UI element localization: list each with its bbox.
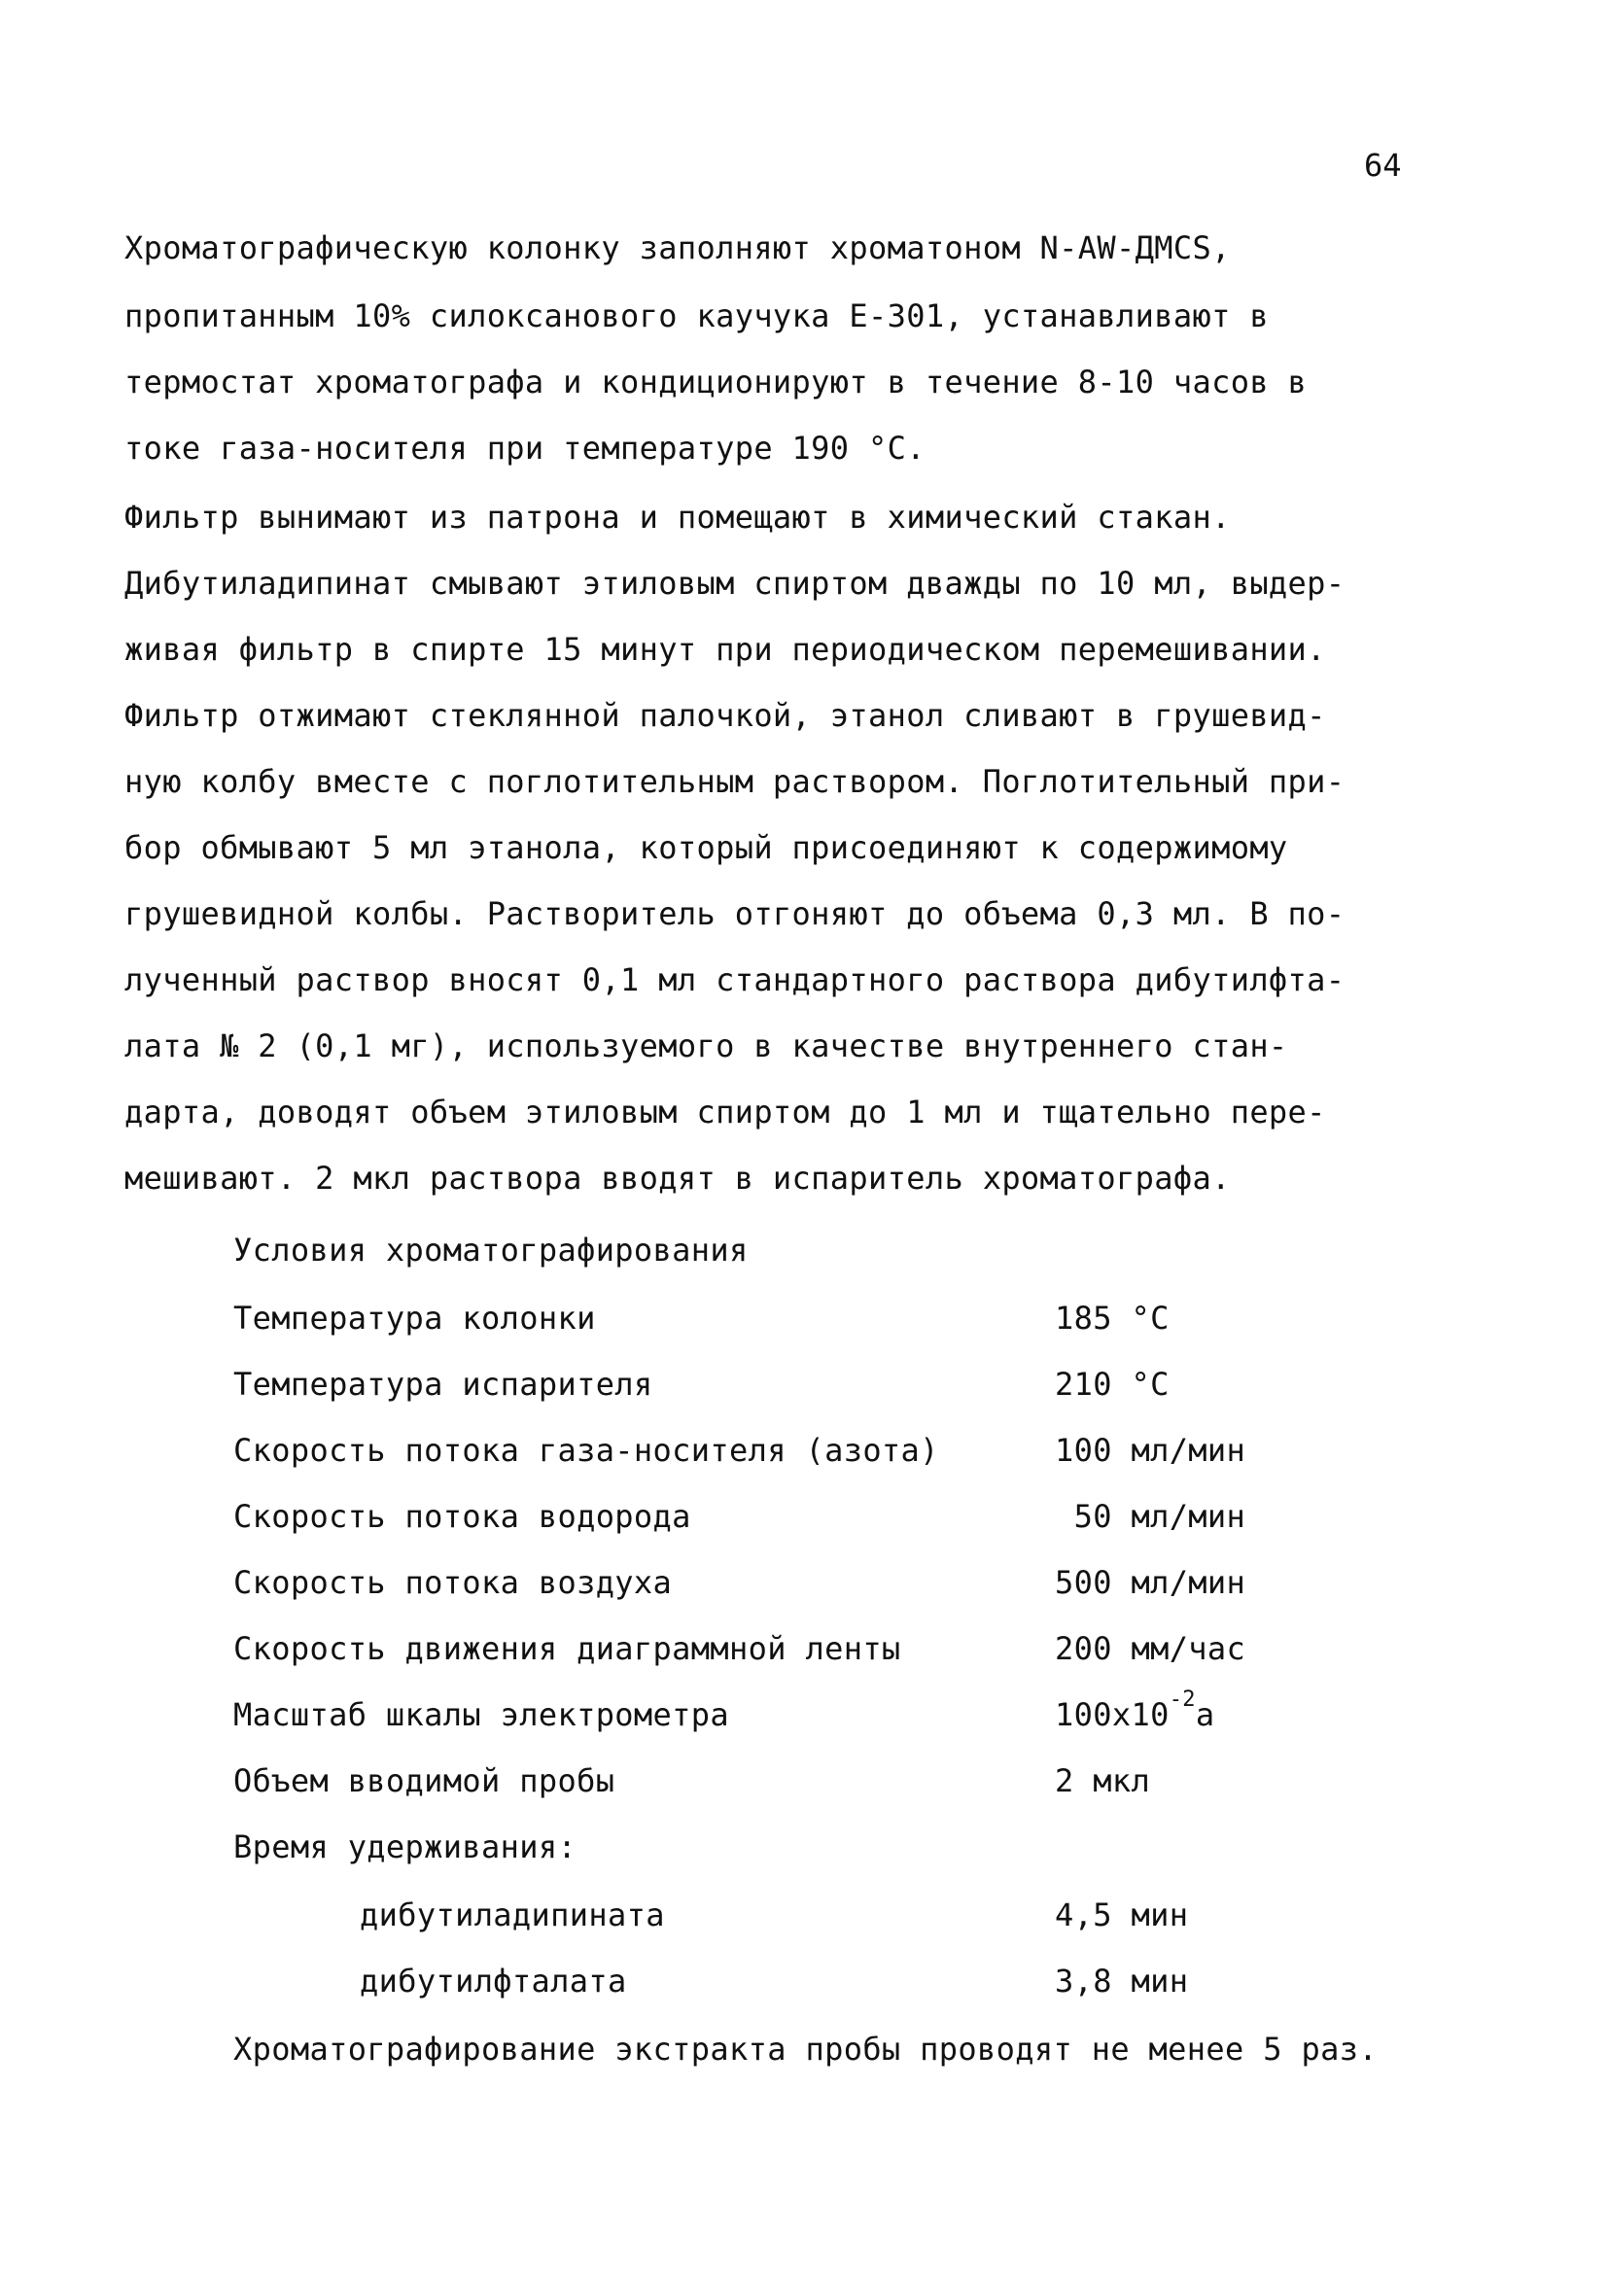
filter-line-4: Фильтр отжимают стеклянной палочкой, этанол сливают в грушевид- (124, 697, 1326, 734)
filter-line-1: Фильтр вынимают из патрона и помещают в химический стакан. (124, 499, 1231, 536)
condition-value: 185 °С (1055, 1300, 1170, 1337)
condition-value: 2 мкл (1055, 1762, 1151, 1799)
intro-line-1: Хроматографическую колонку заполняют хроматоном N-AW-ДМСS, (124, 229, 1231, 266)
retention-label: дибутиладипината (360, 1896, 665, 1933)
filter-line-7: грушевидной колбы. Растворитель отгоняют до объема 0,3 мл. В по- (124, 895, 1346, 932)
filter-line-8: лученный раствор вносят 0,1 мл стандартного раствора дибутилфта- (124, 961, 1346, 998)
filter-line-11: мешивают. 2 мкл раствора вводят в испаритель хроматографа. (124, 1160, 1231, 1197)
retention-value: 3,8 мин (1055, 1963, 1189, 2000)
condition-label: Скорость потока газа-носителя (азота) (233, 1432, 939, 1469)
retention-value: 4,5 мин (1055, 1896, 1189, 1933)
scale-exponent: -2 (1169, 1687, 1196, 1713)
condition-label: Скорость потока водорода (233, 1498, 691, 1535)
page-number: 64 (1364, 147, 1402, 184)
filter-line-6: бор обмывают 5 мл этанола, который присоединяют к содержимому (124, 829, 1288, 866)
condition-value: 500 мл/мин (1055, 1564, 1246, 1601)
intro-line-4: токе газа-носителя при температуре 190 °С. (124, 430, 926, 467)
condition-value: 100 мл/мин (1055, 1432, 1246, 1469)
intro-line-2: пропитанным 10% силоксанового каучука Е-301, устанавливают в (124, 297, 1269, 334)
retention-heading: Время удерживания: (233, 1828, 577, 1865)
condition-label: Скорость движения диаграммной ленты (233, 1630, 901, 1667)
condition-label: Температура испарителя (233, 1366, 653, 1403)
condition-value: 210 °С (1055, 1366, 1170, 1403)
filter-line-2: Дибутиладипинат смывают этиловым спиртом дважды по 10 мл, выдер- (124, 565, 1346, 602)
scale-unit: a (1195, 1696, 1215, 1733)
condition-label: Температура колонки (233, 1300, 596, 1337)
filter-line-5: ную колбу вместе с поглотительным раствором. Поглотительный при- (124, 763, 1346, 800)
scale-main-value: 100x10 (1055, 1696, 1170, 1733)
condition-label: Объем вводимой пробы (233, 1762, 615, 1799)
condition-label: Масштаб шкалы электрометра (233, 1696, 730, 1733)
intro-line-3: термостат хроматографа и кондиционируют в течение 8-10 часов в (124, 364, 1308, 400)
conditions-heading: Условия хроматографирования (233, 1232, 749, 1269)
condition-value: 200 мм/час (1055, 1630, 1246, 1667)
closing-line: Хроматографирование экстракта пробы проводят не менее 5 раз. (233, 2031, 1378, 2068)
condition-value: 50 мл/мин (1055, 1498, 1246, 1535)
filter-line-10: дарта, доводят объем этиловым спиртом до 1 мл и тщательно пере- (124, 1094, 1326, 1131)
retention-label: дибутилфталата (360, 1963, 627, 2000)
condition-value (1055, 1687, 1215, 1734)
filter-line-9: лата № 2 (0,1 мг), используемого в качестве внутреннего стан- (124, 1027, 1288, 1064)
condition-label: Скорость потока воздуха (233, 1564, 673, 1601)
filter-line-3: живая фильтр в спирте 15 минут при периодическом перемешивании. (124, 631, 1326, 668)
